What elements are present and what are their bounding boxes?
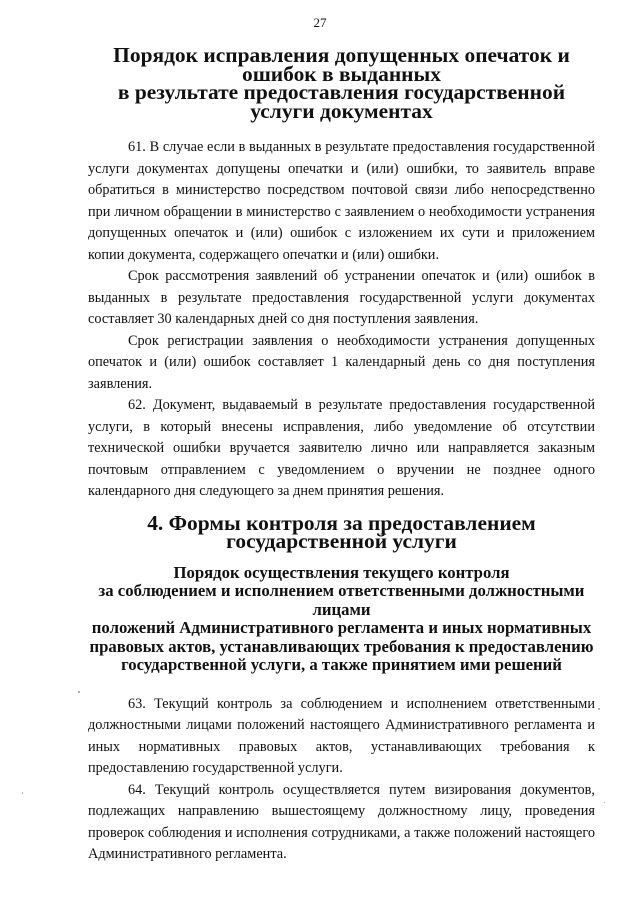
section-heading-typo-correction xyxy=(88,43,595,123)
heading-line: государственной услуги, а также принятием ими решений xyxy=(121,655,562,674)
page-number: 27 xyxy=(313,15,327,30)
heading-line: Порядок осуществления текущего контроля xyxy=(173,562,510,582)
scan-speck xyxy=(598,708,600,710)
heading-line: за соблюдением и исполнением ответственными должностными лицами xyxy=(98,581,585,619)
paragraph-64: 64. Текущий контроль осуществляется путем визирования документов, подлежащих направлению вышестоящему должностному лицу, проведения проверок соблюдения и исполнения сотрудниками, а также положений настоящего Административного регламента. xyxy=(88,781,595,862)
heading-line: положений Административного регламента и иных нормативных xyxy=(91,618,592,637)
paragraph-61: 61. В случае если в выданных в результате предоставления государственной услуги документах допущены опечатки и (или) ошибки, то заявитель вправе обратиться в министерство посредством почтовой связи либо непосредственно при личном обращении в министерство с заявлением о необходимости устранения допущенных опечаток и (или) ошибок с изложением их сути и приложением копии документа, содержащего опечатки и (или) ошибки. xyxy=(88,139,595,263)
heading-line: государственной услуги xyxy=(226,529,457,553)
heading-line: в результате предоставления государственной услуги документах xyxy=(117,80,566,123)
heading-line: правовых актов, устанавливающих требования к предоставлению xyxy=(89,636,594,656)
page-content xyxy=(88,43,595,866)
paragraph-62: 62. Документ, выдаваемый в результате предоставления государственной услуги, в который внесены исправления, либо уведомление об отсутствии технической ошибки вручается заявителю лично или направляется заказным почтовым отправлением с уведомлением о вручении не позднее одного календарного дня следующего за днем принятия решения. xyxy=(88,397,595,499)
paragraph-review-term: Срок рассмотрения заявлений об устранении опечаток и (или) ошибок в выданных в результате предоставления государственной услуги документах составляет 30 календарных дней со дня поступления заявления. xyxy=(88,268,595,327)
heading-line: 4. Формы контроля за предоставлением xyxy=(147,510,536,535)
heading-line: Порядок исправления допущенных опечаток и ошибок в выданных xyxy=(113,43,570,86)
subsection-heading-current-control xyxy=(88,564,595,675)
scan-speck xyxy=(604,802,605,803)
scan-speck xyxy=(78,691,80,693)
paragraph-registration-term: Срок регистрации заявления о необходимости устранения допущенных опечаток и (или) ошибок составляет 1 календарный день со дня поступления заявления. xyxy=(88,332,595,392)
paragraph-63: 63. Текущий контроль за соблюдением и исполнением ответственными должностными лицами положений настоящего Административного регламента и иных нормативных правовых актов, устанавливающих требования к предоставлению государственной услуги. xyxy=(88,695,595,776)
scan-speck xyxy=(22,792,23,794)
section-heading-control-forms xyxy=(88,510,595,553)
